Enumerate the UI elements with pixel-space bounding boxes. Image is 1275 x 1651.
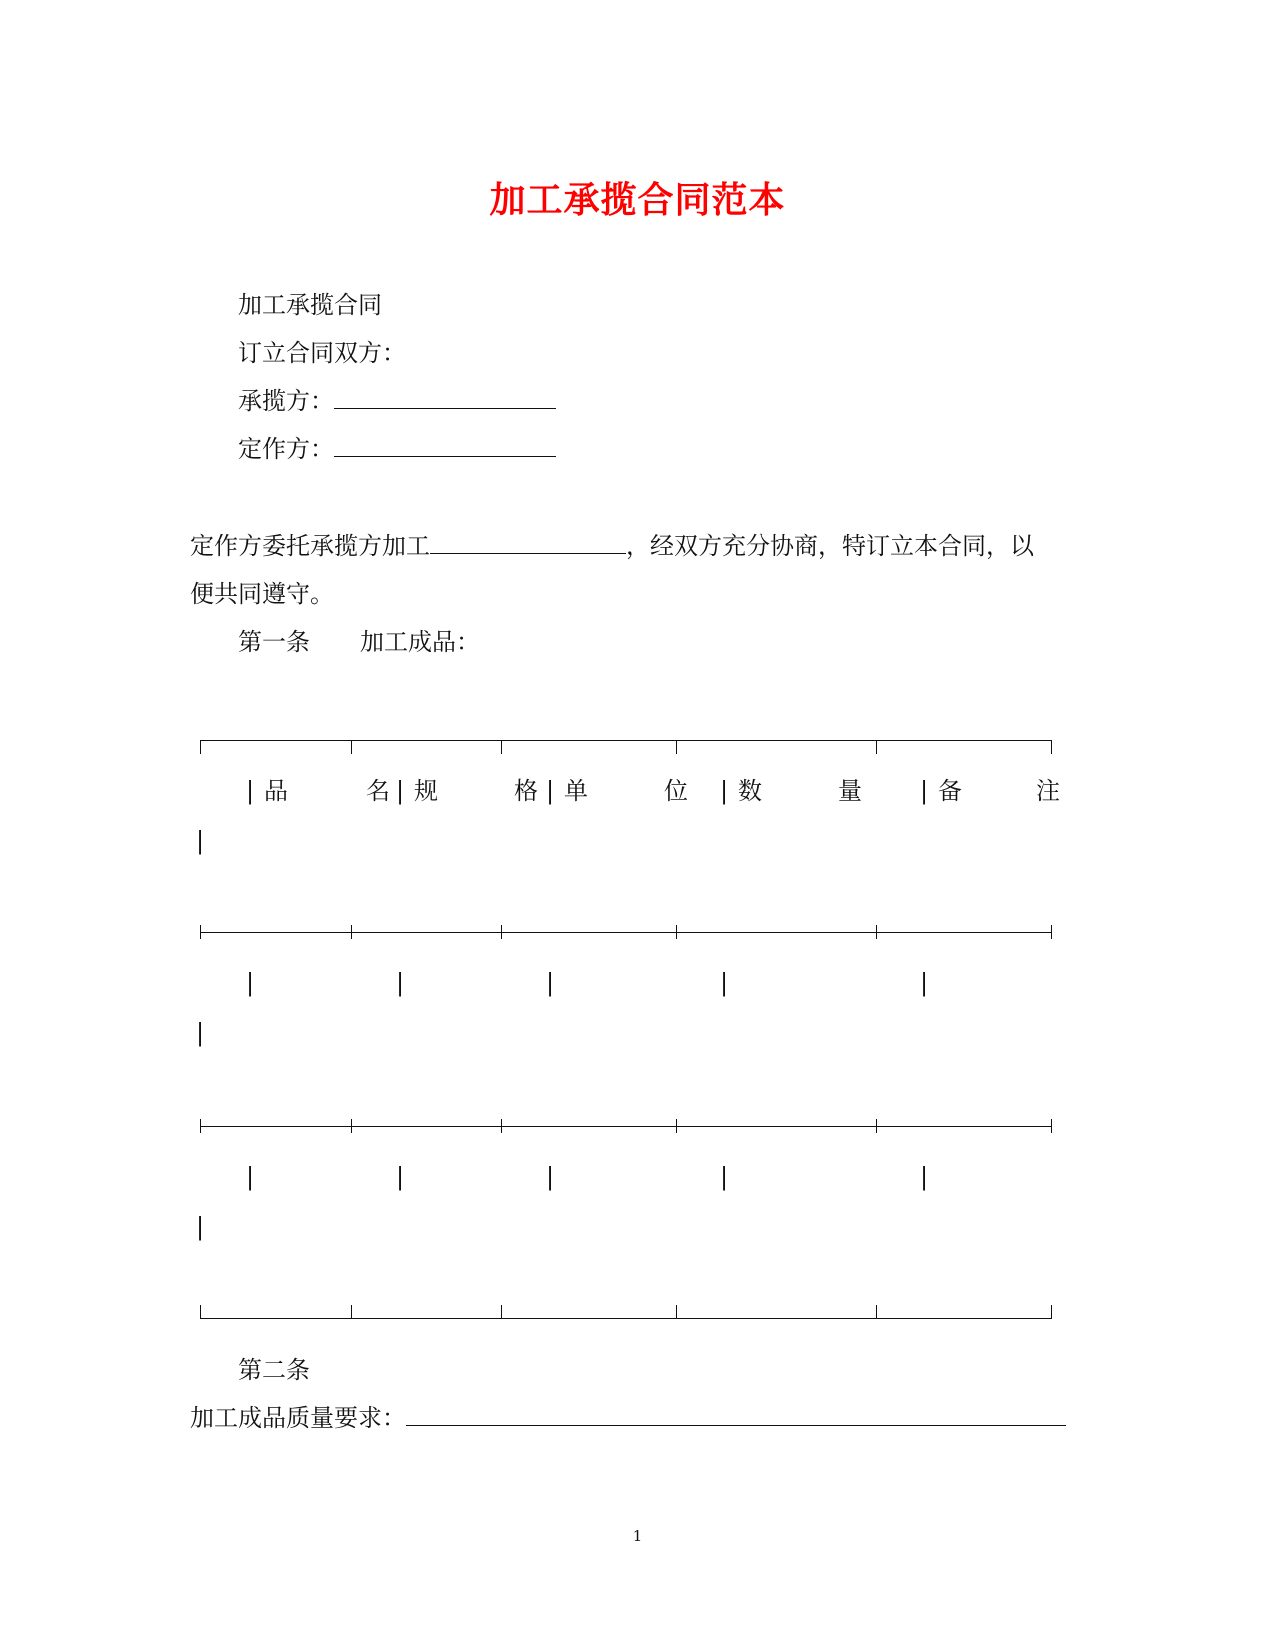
article-2-number: 第二条	[238, 1356, 310, 1384]
column-separator: |	[546, 777, 555, 805]
column-separator: |	[246, 777, 255, 805]
header-spec-1: 规	[414, 777, 438, 805]
column-separator: |	[920, 969, 929, 997]
article-1-title: 加工成品：	[360, 628, 480, 656]
column-separator: |	[720, 969, 729, 997]
intro-after-blank: ，经双方充分协商，特订立本合同，以	[626, 532, 1034, 560]
column-separator: |	[396, 1163, 405, 1191]
header-note-1: 备	[938, 777, 962, 805]
column-separator: |	[920, 777, 929, 805]
header-note-2: 注	[1036, 777, 1060, 805]
column-separator: |	[546, 1163, 555, 1191]
article-1-number: 第一条	[238, 628, 310, 656]
intro-line-2: 便共同遵守。	[190, 580, 334, 608]
orderer-blank[interactable]	[334, 434, 556, 457]
header-qty-2: 量	[838, 777, 862, 805]
header-name-1: 品	[264, 777, 288, 805]
contractor-line	[238, 386, 556, 416]
contractor-blank[interactable]	[334, 386, 556, 409]
orderer-label: 定作方：	[238, 435, 334, 463]
header-qty-1: 数	[738, 777, 762, 805]
intro-before-blank: 定作方委托承揽方加工	[190, 532, 430, 560]
table-row-divider	[200, 932, 1052, 933]
quality-label: 加工成品质量要求：	[190, 1404, 406, 1432]
orderer-line	[238, 434, 556, 464]
table-row-divider	[200, 1126, 1052, 1127]
quality-line	[190, 1403, 1066, 1433]
row-end-bar: |	[196, 827, 205, 855]
processing-item-blank[interactable]	[430, 531, 626, 554]
row-end-bar: |	[196, 1019, 205, 1047]
column-separator: |	[246, 1163, 255, 1191]
header-name-2: 名	[366, 777, 390, 805]
row-end-bar: |	[196, 1213, 205, 1241]
header-unit-2: 位	[664, 777, 688, 805]
article-1-line	[238, 627, 480, 657]
header-spec-2: 格	[514, 777, 538, 805]
column-separator: |	[396, 777, 405, 805]
intro-line-1	[190, 531, 1034, 561]
contract-heading: 加工承揽合同	[238, 291, 382, 319]
parties-label: 订立合同双方：	[238, 339, 406, 367]
contractor-label: 承揽方：	[238, 387, 334, 415]
quality-requirements-blank[interactable]	[406, 1403, 1066, 1426]
column-separator: |	[246, 969, 255, 997]
column-separator: |	[546, 969, 555, 997]
page-number: 1	[632, 1527, 643, 1545]
column-separator: |	[720, 1163, 729, 1191]
column-separator: |	[396, 969, 405, 997]
document-title: 加工承揽合同范本	[489, 179, 786, 221]
header-unit-1: 单	[564, 777, 588, 805]
column-separator: |	[720, 777, 729, 805]
table-bottom-border	[200, 1318, 1052, 1319]
table-top-border	[200, 740, 1052, 741]
column-separator: |	[920, 1163, 929, 1191]
